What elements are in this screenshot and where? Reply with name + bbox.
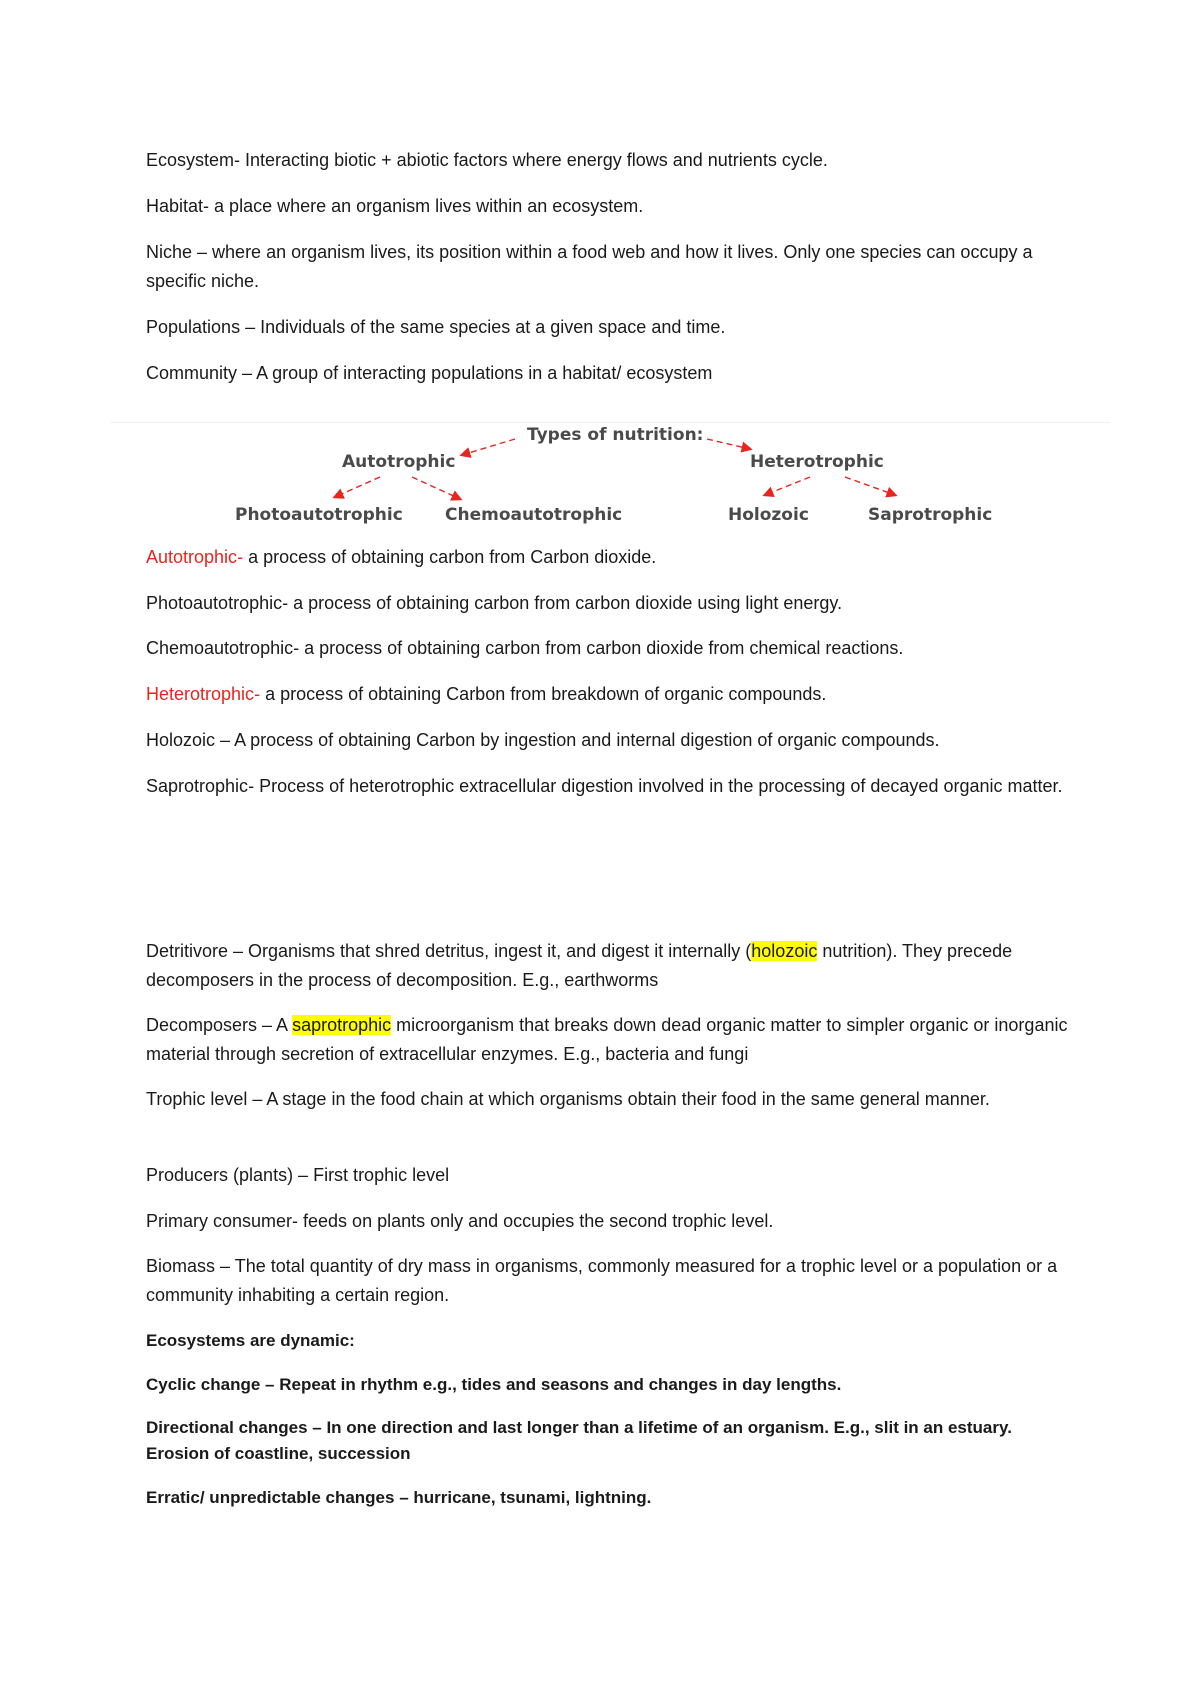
definition-niche: Niche – where an organism lives, its position within a food web and how it lives. Only one species can occupy a specific niche. <box>146 242 1033 291</box>
arrow-hetero-holo <box>765 477 810 495</box>
nutrition-types-diagram <box>110 417 1110 532</box>
definition-trophic-level: Trophic level – A stage in the food chain at which organisms obtain their food in the same general manner. <box>146 1089 990 1109</box>
definition-habitat: Habitat- a place where an organism lives within an ecosystem. <box>146 196 644 216</box>
nutrition-chemoautotrophic: Chemoautotrophic- a process of obtaining carbon from carbon dioxide from chemical reactions. <box>146 638 904 658</box>
definition-producers: Producers (plants) – First trophic level <box>146 1165 450 1185</box>
definition-populations: Populations – Individuals of the same species at a given space and time. <box>146 317 726 337</box>
nutrition-photoautotrophic: Photoautotrophic- a process of obtaining carbon from carbon dioxide using light energy. <box>146 593 843 613</box>
arrow-auto-photo <box>335 477 380 497</box>
dynamic-erratic-changes: Erratic/ unpredictable changes – hurricane, tsunami, lightning. <box>146 1488 652 1507</box>
diagram-node-chemoautotrophic: Chemoautotrophic <box>445 505 623 525</box>
arrow-root-right <box>707 439 750 449</box>
definition-decomposers: Decomposers – A saprotrophic microorganism that breaks down dead organic matter to simpler organic or inorganic material through secretion of extracellular enzymes. E.g., bacteria and fungi <box>146 1015 1068 1064</box>
nutrition-saprotrophic: Saprotrophic- Process of heterotrophic extracellular digestion involved in the processing of decayed organic matter. <box>146 776 1063 796</box>
dynamic-directional-changes: Directional changes – In one direction and last longer than a lifetime of an organism. E.g., slit in an estuary. Erosion of coastline, succession <box>146 1418 1012 1463</box>
diagram-node-heterotrophic: Heterotrophic <box>750 452 884 472</box>
arrow-root-left <box>462 439 515 455</box>
dynamic-heading: Ecosystems are dynamic: <box>146 1331 355 1350</box>
nutrition-autotrophic: Autotrophic- a process of obtaining carbon from Carbon dioxide. <box>146 547 657 567</box>
arrow-hetero-sapro <box>845 477 895 495</box>
definition-ecosystem: Ecosystem- Interacting biotic + abiotic factors where energy flows and nutrients cycle. <box>146 150 828 170</box>
diagram-node-photoautotrophic: Photoautotrophic <box>235 505 403 525</box>
definition-community: Community – A group of interacting populations in a habitat/ ecosystem <box>146 363 713 383</box>
highlight-holozoic: holozoic <box>751 941 818 961</box>
definition-detritivore: Detritivore – Organisms that shred detritus, ingest it, and digest it internally (holozoic nutrition). They precede decomposers in the process of decomposition. E.g., earthworms <box>146 941 1013 990</box>
diagram-node-holozoic: Holozoic <box>728 505 809 525</box>
nutrition-heterotrophic: Heterotrophic- a process of obtaining Carbon from breakdown of organic compounds. <box>146 684 827 704</box>
arrow-auto-chemo <box>412 477 460 499</box>
diagram-root: Types of nutrition: <box>527 425 704 445</box>
diagram-node-autotrophic: Autotrophic <box>342 452 456 472</box>
highlight-saprotrophic: saprotrophic <box>292 1015 392 1035</box>
diagram-node-saprotrophic: Saprotrophic <box>868 505 993 525</box>
definition-primary-consumer: Primary consumer- feeds on plants only and occupies the second trophic level. <box>146 1211 774 1231</box>
dynamic-cyclic-change: Cyclic change – Repeat in rhythm e.g., tides and seasons and changes in day lengths. <box>146 1375 842 1394</box>
nutrition-holozoic: Holozoic – A process of obtaining Carbon by ingestion and internal digestion of organic compounds. <box>146 730 940 750</box>
definition-biomass: Biomass – The total quantity of dry mass in organisms, commonly measured for a trophic level or a population or a community inhabiting a certain region. <box>146 1256 1058 1305</box>
